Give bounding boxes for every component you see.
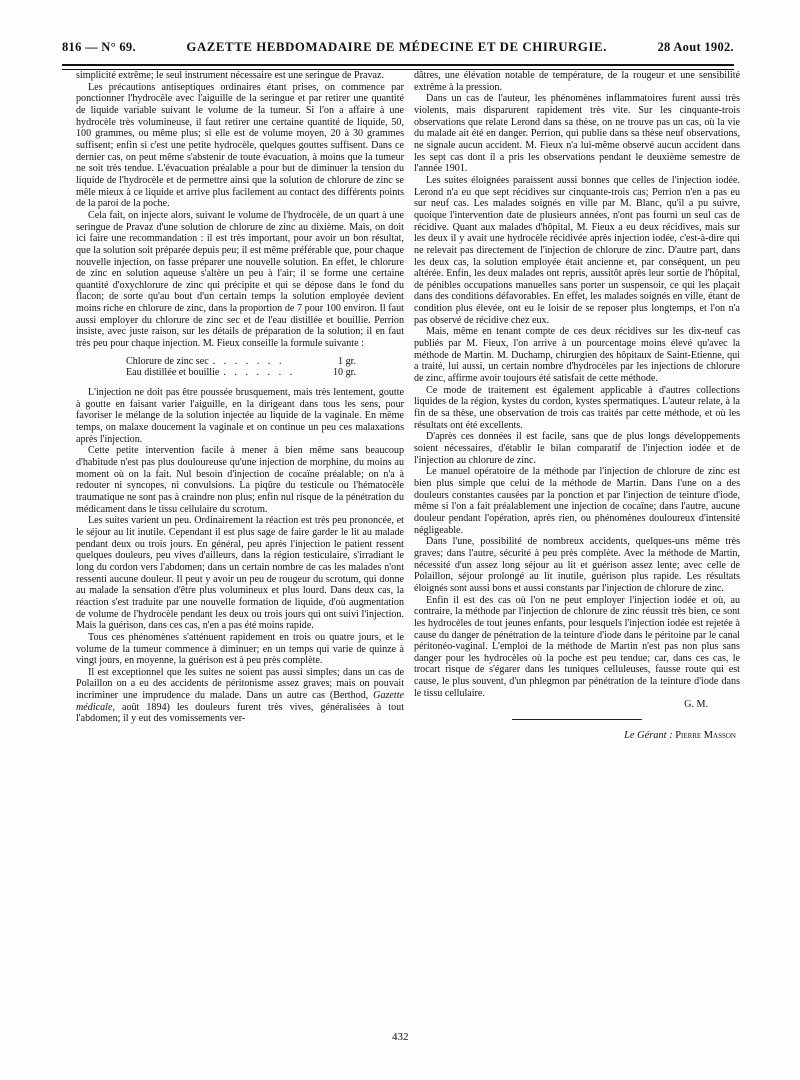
citation-title: Gazette médicale [76,690,404,713]
paragraph: Cela fait, on injecte alors, suivant le volume de l'hydrocèle, de un quart à une seringue de Pravaz d'une solution de chlorure de zinc au dixième. Mais, on doit ici faire une recommandation : il est très important, pour avoir un bon résultat, que la solution soit préparée depuis peu; il est même préférable que, pour chaque nouvelle injection, on fasse préparer une nouvelle solution. En effet, le chlorure de zinc en solution aqueuse s'altère un peu à l'air; il se forme une certaine quantité d'oxychlorure de zinc qui précipite et qui se dépose dans le fond du flacon; de sorte qu'au bout d'un certain temps la solution employée devient moins riche en chlorure de zinc, dans la proportion de 7 pour 100 environ. Il faut aussi employer du chlorure de zinc sec et de l'eau distillée et bouillie. Perrion insiste, avec juste raison, sur les détails de préparation de la solution; il en faut très peu pour chaque injection. M. Fieux conseille la formule suivante : [76,209,404,350]
section-divider [512,719,642,720]
gerant-label: Le Gérant : [624,730,673,742]
right-column [414,70,740,742]
formula-leader: . . . . . . . [223,367,296,379]
journal-title: GAZETTE HEBDOMADAIRE DE MÉDECINE ET DE CHIRURGIE. [186,40,607,54]
formula-leader: . . . . . . . [212,355,285,367]
formula-ingredient: Chlorure de zinc sec [126,355,209,367]
paragraph: Les suites varient un peu. Ordinairement la réaction est très peu prononcée, et le séjour au lit inutile. Cependant il est plus sage de faire garder le lit au malade pendant deux ou trois jours. En général, peu après l'injection le patient ressent quelques douleurs, peu vives d'ailleurs, dans la région testiculaire, s'irradiant le long du cordon vers l'abdomen; dans un certain nombre de cas les malades n'ont ressenti aucune douleur. Il peut y avoir un peu de rougeur du scrotum, qui donne au malade la sensation d'être plus volumineux et plus lourd. Dans deux cas, la réaction s'est traduite par une nouvelle formation de liquide, d'où augmentation de volume de l'hydrocèle pendant les deux ou trois jours qui ont suivi l'injection. Mais la guérison, dans ces cas, n'en a pas été moins rapide. [76,515,404,632]
page-header [62,40,734,62]
gerant-line [414,730,740,742]
text-run: Il est exceptionnel que les suites ne soient pas aussi simples; dans un cas de Polaillon on a eu des accidents de péritonisme assez graves; mais on pouvait incriminer une imprudence du malade. Dans un autre cas (Berthod, [76,666,404,702]
paragraph: Cette petite intervention facile à mener à bien même sans beaucoup d'habitude n'est pas plus douloureuse qu'une injection de morphine, du moins au moment où on la fait. Nul besoin d'injection de cocaïne préalable; on n'a à redouter ni syncopes, ni convulsions. La piqûre du testicule ou l'hématocèle traumatique ne sont pas à craindre non plus; enfin nul risque de la pénétration du médicament dans le tissu cellulaire du scrotum. [76,445,404,515]
left-column [76,70,404,725]
paragraph: Les précautions antiseptiques ordinaires étant prises, on commence par ponctionner l'hydrocèle avec l'aiguille de la seringue et par retirer une quantité de liquide variable suivant le volume de la tumeur. Si l'on a affaire à une hydrocèle très volumineuse, il faut retirer une certaine quantité de liquide, 50, 100 grammes, ou même plus; si elle est de volume moyen, 20 à 30 grammes suffisent; enfin si c'est une petite hydrocèle, quelques gouttes suffisent. Dans ce dernier cas, on peut même s'abstenir de toute évacuation, à moins que la tumeur ne soit très tendue. L'évacuation préalable a pour but de diminuer la tension du liquide de l'hydrocèle et de permettre ainsi que la solution de chlorure de zinc se mêle mieux à ce liquide et arrive plus facilement au contact des différents points de la paroi de la poche. [76,81,404,210]
gerant-name: Pierre Masson [675,730,736,742]
formula-ingredient: Eau distillée et bouillie [126,367,220,379]
formula-row [76,356,404,368]
formula-quantity: 1 gr. [338,355,356,367]
paragraph: Dans l'une, possibilité de nombreux accidents, quelques-uns même très graves; dans l'autre, sécurité à peu près complète. Avec la méthode de Martin, nécessité d'un assez long séjour au lit et guérison assez lente; avec celle de Polaillon, séjour prolongé au lit inutile, guérison plus rapide. Les résultats éloignés sont aussi bons et aussi constants par l'injection de chlorure de zinc. [414,536,740,594]
paragraph [76,667,404,725]
paragraph: Mais, même en tenant compte de ces deux récidives sur les dix-neuf cas publiés par M. Fieux, l'on arrive à un pourcentage moins élevé qu'avec la méthode de Martin. M. Duchamp, chirurgien des hôpitaux de Saint-Etienne, qui a traité, lui aussi, un certain nombre d'hydrocèles par les injections de chlorure de zinc, affirme avoir toujours été satisfait de cette méthode. [414,326,740,385]
paragraph: Enfin il est des cas où l'on ne peut employer l'injection iodée et où, au contraire, la méthode par l'injection de chlorure de zinc réussit très bien, ce sont les hydrocèles de tout jeunes enfants, pour lesquels l'injection iodée est rejetée à cause du danger de pénétration de la teinture d'iode dans le péritoine par le canal péritonéo-vaginal. L'emploi de la méthode de Martin n'est pas non plus sans danger pour les hydrocèles où la poche est peu tendue; car, dans ces cas, le trocart risque de s'égarer dans les tuniques celluleuses, fausse route qui est cause, le plus souvent, d'un phlegmon par pénétration de la teinture d'iode dans le tissu cellulaire. [414,594,740,699]
paragraph: dâtres, une élévation notable de température, de la rougeur et une sensibilité extrême à la pression. [414,70,740,93]
page-number: 816 — N° 69. [62,40,136,54]
paragraph: Dans un cas de l'auteur, les phénomènes inflammatoires furent aussi très violents, mais disparurent rapidement très vite. Sur les cinquante-trois observations que relate Lerond dans sa thèse, on ne trouve pas un cas, où la vie du malade ait été en danger. Perrion, qui publie dans sa thèse neuf observations, ne signale aucun accident. M. Fieux n'a lui-même observé aucun accident dans les sept cas dont il a pris les observations pendant le deuxième semestre de l'année 1901. [414,93,740,175]
text-run: , août 1894) les douleurs furent très vives, généralisées à tout l'abdomen; il y eut des vomissements ver- [76,701,404,725]
page-folio: 432 [392,1031,409,1043]
paragraph: Le manuel opératoire de la méthode par l'injection de chlorure de zinc est bien plus simple que celui de la méthode de Martin. Dans l'une on a des douleurs constantes causées par la ponction et par l'injection de teinture d'iode, même si l'on a fait préalablement une injection de cocaïne; dans l'autre, aucune douleur pendant l'opération, après rien, ou phénomènes douloureux d'intensité négligeable. [414,466,740,536]
issue-date: 28 Aout 1902. [657,40,734,54]
author-signature: G. M. [684,699,708,711]
paragraph: D'après ces données il est facile, sans que de plus longs développements soient nécessaires, d'établir le bilan comparatif de l'injection iodée et de l'injection au chlorure de zinc. [414,431,740,466]
paragraph: Tous ces phénomènes s'atténuent rapidement en trois ou quatre jours, et le volume de la tumeur commence à diminuer; en un temps qui varie de quinze à vingt jours, en moyenne, la guérison est à peu près complète. [76,631,404,667]
formula-table [76,356,404,379]
paragraph: Les suites éloignées paraissent aussi bonnes que celles de l'injection iodée. Lerond n'a eu que sept récidives sur cinquante-trois cas; Perrion n'en a pas eu sur neuf cas. Les malades soignés en ville par M. Blanc, qu'il a pu suivre, quoique l'intervention date de plusieurs années, n'ont pas fourni un seul cas de récidive. Quant aux malades d'hôpital, M. Fieux a eu deux récidives, mais sur les deux il y avait une hydrocèle récidivée après injection iodée, c'est-à-dire qui ne relevait pas directement de l'injection de chlorure de zinc. D'autre part, dans les deux cas, la solution employée était ancienne et, par conséquent, un peu altérée. Enfin, les deux malades ont repris, aussitôt après leur sortie de l'hôpital, de pénibles occupations manuelles sans porter un suspensoir, ce qui les plaçait dans des conditions défavorables. En effet, les malades soignés en ville, étant de condition plus élevée, ont eu le loisir de se reposer plus longtemps, et l'on n'a pas observé de récidive chez eux. [414,174,740,326]
paragraph: Ce mode de traitement est également applicable à d'autres collections liquides de la région, kystes du cordon, kystes spermatiques. L'auteur relate, à la fin de sa thèse, une observation de trois cas traités par cette méthode, et où les résultats ont été excellents. [414,384,740,431]
paragraph: L'injection ne doit pas être poussée brusquement, mais très lentement, goutte à goutte en faisant varier l'aiguille, en la dirigeant dans tous les sens, pour favoriser le mélange de la solution injectée au liquide de la vaginale. En même temps, on malaxe doucement la vaginale et on continue un peu ces malaxations après l'injection. [76,387,404,445]
formula-quantity: 10 gr. [333,367,356,379]
formula-row [76,367,404,379]
paragraph: simplicité extrême; le seul instrument nécessaire est une seringue de Pravaz. [76,70,385,81]
